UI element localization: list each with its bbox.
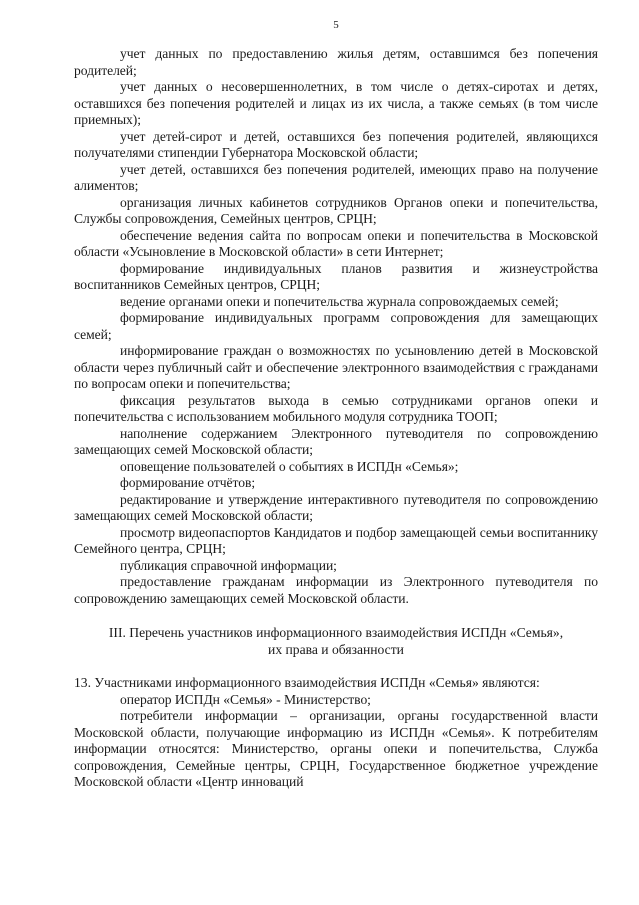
list-item: предоставление гражданам информации из Электронного путеводителя по сопровождению замещающих семей Московской области.: [74, 574, 598, 606]
list-item: редактирование и утверждение интерактивного путеводителя по сопровождению замещающих семей Московской области;: [74, 491, 598, 523]
list-item: оповещение пользователей о событиях в ИСПДн «Семья»;: [120, 458, 459, 474]
section-title-line-2: их права и обязанности: [268, 641, 404, 657]
list-item: формирование индивидуальных программ сопровождения для замещающих семей;: [74, 310, 598, 342]
section-title: [74, 625, 598, 658]
clause-13-heading: 13. Участниками информационного взаимодействия ИСПДн «Семья» являются:: [74, 675, 540, 690]
document-page: [74, 18, 598, 791]
list-item: информирование граждан о возможностях по усыновлению детей в Московской области через публичный сайт и обеспечение электронного взаимодействия с гражданами по вопросам опеки и попечительства;: [74, 343, 598, 391]
list-item: просмотр видеопаспортов Кандидатов и подбор замещающей семьи воспитаннику Семейного центра, СРЦН;: [74, 524, 598, 556]
list-item: учет детей, оставшихся без попечения родителей, имеющих право на получение алиментов;: [74, 161, 598, 193]
list-item: формирование индивидуальных планов развития и жизнеустройства воспитанников Семейных центров, СРЦН;: [74, 260, 598, 292]
list-item: ведение органами опеки и попечительства журнала сопровождаемых семей;: [120, 293, 559, 309]
list-item: учет детей-сирот и детей, оставшихся без попечения родителей, являющихся получателями стипендии Губернатора Московской области;: [74, 128, 598, 160]
page-number: 5: [333, 19, 339, 31]
clause-13-consumers: потребители информации – организации, органы государственной власти Московской области, получающие информацию из ИСПДн «Семья». К потребителям информации относятся: Министерство, органы опеки и попечительства, Служба сопровождения, Семейные центры, СРЦН, Государственное бюджетное учреждение Московской области «Центр инноваций: [74, 708, 598, 789]
list-item: фиксация результатов выхода в семью сотрудниками органов опеки и попечительства с использованием мобильного модуля сотрудника ТООП;: [74, 392, 598, 424]
list-item: учет данных по предоставлению жилья детям, оставшимся без попечения родителей;: [74, 46, 598, 78]
list-item: учет данных о несовершеннолетних, в том числе о детях-сиротах и детях, оставшихся без попечения родителей и лицах из их числа, а также семьях (в том числе приемных);: [74, 79, 598, 127]
list-item: формирование отчётов;: [120, 475, 256, 490]
clause-13-operator: оператор ИСПДн «Семья» - Министерство;: [120, 691, 371, 707]
section-title-line-1: III. Перечень участников информационного взаимодействия ИСПДн «Семья»,: [108, 625, 564, 640]
list-item: наполнение содержанием Электронного путеводителя по сопровождению замещающих семей Московской области;: [74, 425, 598, 457]
list-item: обеспечение ведения сайта по вопросам опеки и попечительства в Московской области «Усыновление в Московской области» в сети Интернет;: [74, 227, 598, 259]
list-item: публикация справочной информации;: [120, 557, 337, 573]
list-item: организация личных кабинетов сотрудников Органов опеки и попечительства, Службы сопровождения, Семейных центров, СРЦН;: [74, 194, 598, 226]
